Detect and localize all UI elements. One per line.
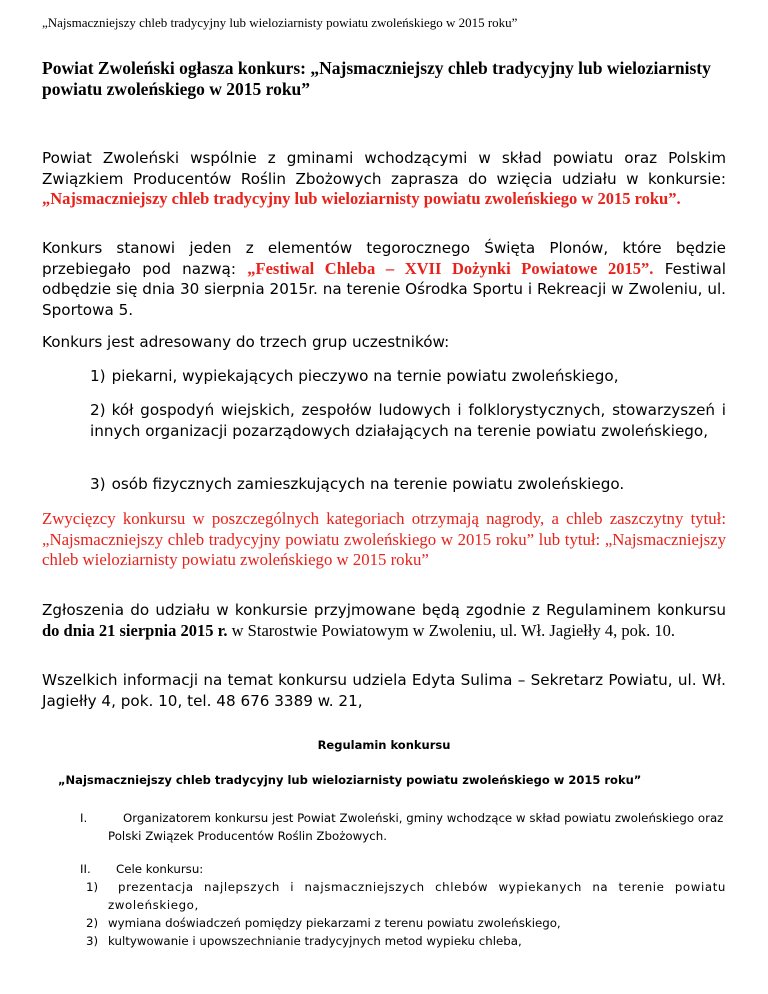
- list-number: 3): [90, 475, 106, 493]
- section-number: I.: [80, 811, 88, 825]
- festival-paragraph: [42, 238, 726, 320]
- list-item: [90, 474, 726, 495]
- deadline: do dnia 21 sierpnia 2015 r.: [42, 620, 228, 640]
- list-item: [90, 366, 726, 387]
- goal-number: 2): [86, 916, 99, 930]
- goal-text: prezentacja najlepszych i najsmaczniejszych chlebów wypiekanych na terenie powiatu zwoleńskiego,: [108, 880, 726, 912]
- intro-text: Powiat Zwoleński wspólnie z gminami wchodzącymi w skład powiatu oraz Polskim Związkiem Producentów Roślin Zbożowych zaprasza do wzięcia udziału w konkursie:: [42, 149, 726, 188]
- audience-paragraph: Konkurs jest adresowany do trzech grup uczestników:: [42, 333, 450, 351]
- festival-text: Konkurs stanowi jeden z elementów tegorocznego Święta Plonów, które będzie przebiegało pod nazwą:: [42, 239, 726, 278]
- list-number: 2): [90, 401, 106, 419]
- list-text: kół gospodyń wiejskich, zespołów ludowych i folklorystycznych, stowarzyszeń i innych organizacji pozarządowych działających na terenie powiatu zwoleńskiego,: [90, 401, 726, 440]
- intro-paragraph: [42, 148, 726, 210]
- regulations-subheading: „Najsmaczniejszy chleb tradycyjny lub wieloziarnisty powiatu zwoleńskiego w 2015 roku”: [58, 773, 642, 787]
- list-text: piekarni, wypiekających pieczywo na ternie powiatu zwoleńskiego,: [111, 367, 619, 385]
- section-number: II.: [80, 862, 91, 876]
- festival-name-highlight: „Festiwal Chleba – XVII Dożynki Powiatowe 2015”.: [247, 258, 654, 278]
- running-header: „Najsmaczniejszy chleb tradycyjny lub wieloziarnisty powiatu zwoleńskiego w 2015 roku”: [42, 15, 518, 30]
- organizer-text: Organizatorem konkursu jest Powiat Zwoleński, gminy wchodzące w skład powiatu zwoleńskiego oraz Polski Związek Producentów Roślin Zbożowych.: [108, 811, 724, 843]
- goal-number: 1): [86, 880, 99, 894]
- regulations-heading: Regulamin konkursu: [317, 738, 451, 752]
- festival-details: Festiwal odbędzie się dnia 30 sierpnia 2015r. na terenie Ośrodka Sportu i Rekreacji w Zwoleniu, ul. Sportowa 5.: [42, 259, 726, 319]
- list-number: 1): [90, 367, 106, 385]
- goal-number: 3): [86, 934, 99, 948]
- goal-text: kultywowanie i upowszechnianie tradycyjnych metod wypieku chleba,: [108, 934, 522, 948]
- submission-location: w Starostwie Powiatowym w Zwoleniu, ul. Wł. Jagiełły 4, pok. 10.: [227, 620, 675, 640]
- contest-name-highlight: „Najsmaczniejszy chleb tradycyjny lub wieloziarnisty powiatu zwoleńskiego w 2015 roku”.: [42, 189, 681, 208]
- goals-title: Cele konkursu:: [116, 862, 204, 876]
- list-item: [90, 400, 726, 441]
- contact-paragraph: Wszelkich informacji na temat konkursu udziela Edyta Sulima – Sekretarz Powiatu, ul. Wł. Jagiełły 4, pok. 10, tel. 48 676 3389 w. 21,: [42, 671, 726, 710]
- submission-text: Zgłoszenia do udziału w konkursie przyjmowane będą zgodnie z Regulaminem konkursu: [42, 601, 726, 619]
- goal-text: wymiana doświadczeń pomiędzy piekarzami z terenu powiatu zwoleńskiego,: [108, 916, 561, 930]
- submission-paragraph: [42, 600, 726, 641]
- prizes-paragraph: Zwycięzcy konkursu w poszczególnych kategoriach otrzymają nagrody, a chleb zaszczytny tytuł: „Najsmaczniejszy chleb tradycyjny powiatu zwoleńskiego w 2015 roku” lub tytuł: „Najsmaczniejszy chleb wieloziarnisty powiatu zwoleńskiego w 2015 roku”: [42, 509, 726, 569]
- page-title: Powiat Zwoleński ogłasza konkurs: „Najsmaczniejszy chleb tradycyjny lub wieloziarnisty powiatu zwoleńskiego w 2015 roku”: [42, 58, 711, 99]
- list-text: osób fizycznych zamieszkujących na terenie powiatu zwoleńskiego.: [111, 475, 625, 493]
